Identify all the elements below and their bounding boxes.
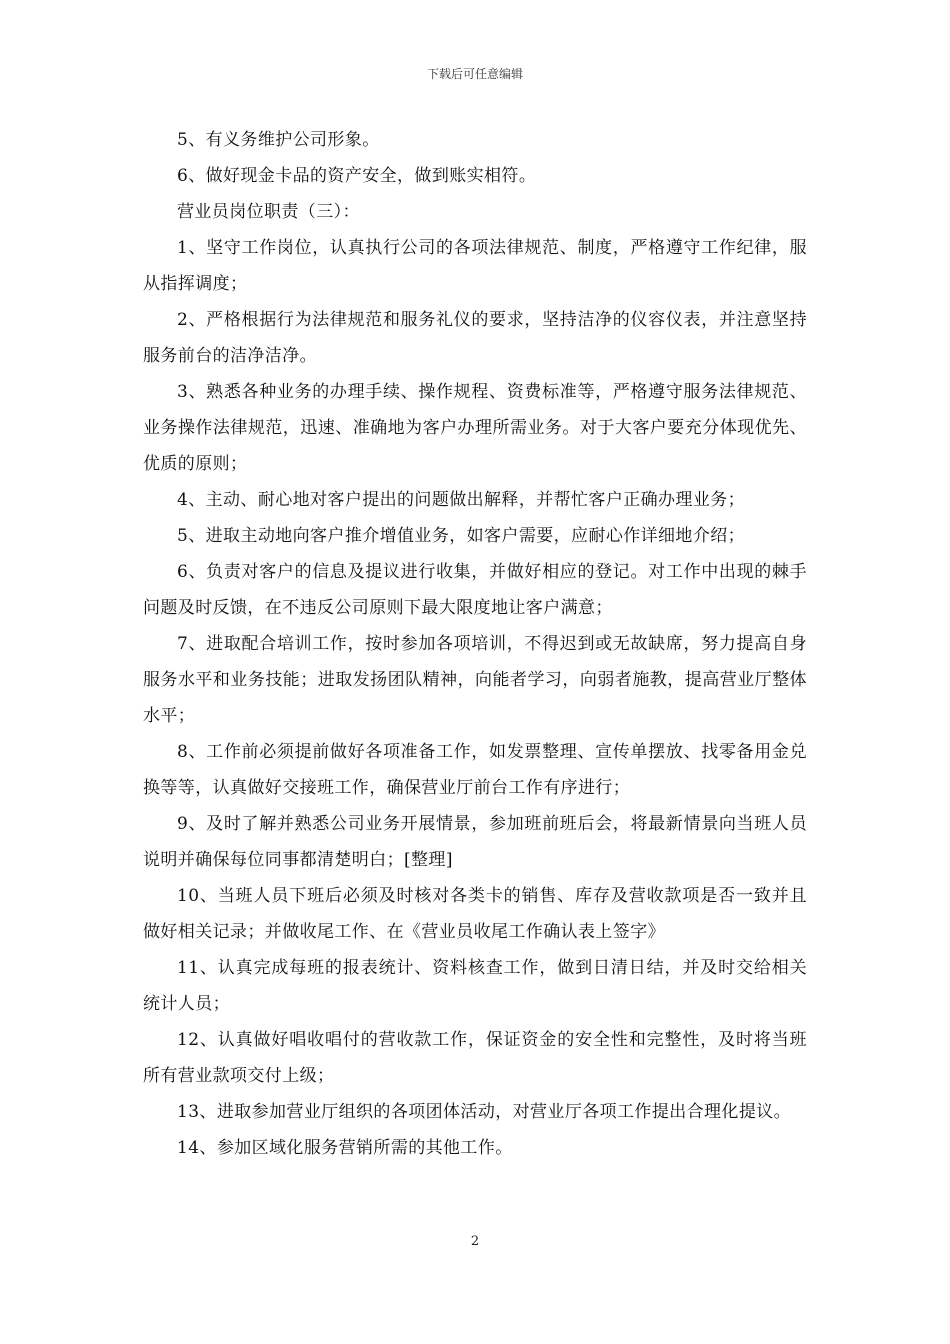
paragraph-6: 3、熟悉各种业务的办理手续、操作规程、资费标准等，严格遵守服务法律规范、业务操作法律规范，迅速、准确地为客户办理所需业务。对于大客户要充分体现优先、优质的原则； <box>143 382 807 474</box>
paragraph-14: 11、认真完成每班的报表统计、资料核查工作，做到日清日结，并及时交给相关统计人员； <box>143 958 807 1014</box>
paragraph-9: 6、负责对客户的信息及提议进行收集，并做好相应的登记。对工作中出现的棘手问题及时反馈，在不违反公司原则下最大限度地让客户满意； <box>143 562 807 618</box>
paragraph-11: 8、工作前必须提前做好各项准备工作，如发票整理、宣传单摆放、找零备用金兑换等等，认真做好交接班工作，确保营业厅前台工作有序进行； <box>143 742 807 798</box>
paragraph-8: 5、进取主动地向客户推介增值业务，如客户需要，应耐心作详细地介绍； <box>177 526 746 546</box>
paragraph-1: 5、有义务维护公司形象。 <box>177 130 380 150</box>
paragraph-16: 13、进取参加营业厅组织的各项团体活动，对营业厅各项工作提出合理化提议。 <box>177 1102 792 1122</box>
page-number: 2 <box>470 1234 480 1249</box>
document-body <box>143 122 807 1166</box>
paragraph-17: 14、参加区域化服务营销所需的其他工作。 <box>177 1138 513 1158</box>
paragraph-12: 9、及时了解并熟悉公司业务开展情景，参加班前班后会，将最新情景向当班人员说明并确保每位同事都清楚明白；[整理] <box>143 814 807 870</box>
page-header: 下载后可任意编辑 <box>426 67 523 81</box>
paragraph-2: 6、做好现金卡品的资产安全，做到账实相符。 <box>177 166 537 186</box>
paragraph-13: 10、当班人员下班后必须及时核对各类卡的销售、库存及营收款项是否一致并且做好相关记录；并做收尾工作、在《营业员收尾工作确认表上签字》 <box>143 886 807 942</box>
paragraph-10: 7、进取配合培训工作，按时参加各项培训，不得迟到或无故缺席，努力提高自身服务水平和业务技能；进取发扬团队精神，向能者学习，向弱者施教，提高营业厅整体水平； <box>143 634 807 726</box>
paragraph-15: 12、认真做好唱收唱付的营收款工作，保证资金的安全性和完整性，及时将当班所有营业款项交付上级； <box>143 1030 807 1086</box>
section-heading: 营业员岗位职责（三）： <box>177 202 360 222</box>
paragraph-4: 1、坚守工作岗位，认真执行公司的各项法律规范、制度，严格遵守工作纪律，服从指挥调度； <box>143 238 807 294</box>
paragraph-7: 4、主动、耐心地对客户提出的问题做出解释，并帮忙客户正确办理业务； <box>177 490 746 510</box>
paragraph-5: 2、严格根据行为法律规范和服务礼仪的要求，坚持洁净的仪容仪表，并注意坚持服务前台的洁净洁净。 <box>143 310 807 366</box>
